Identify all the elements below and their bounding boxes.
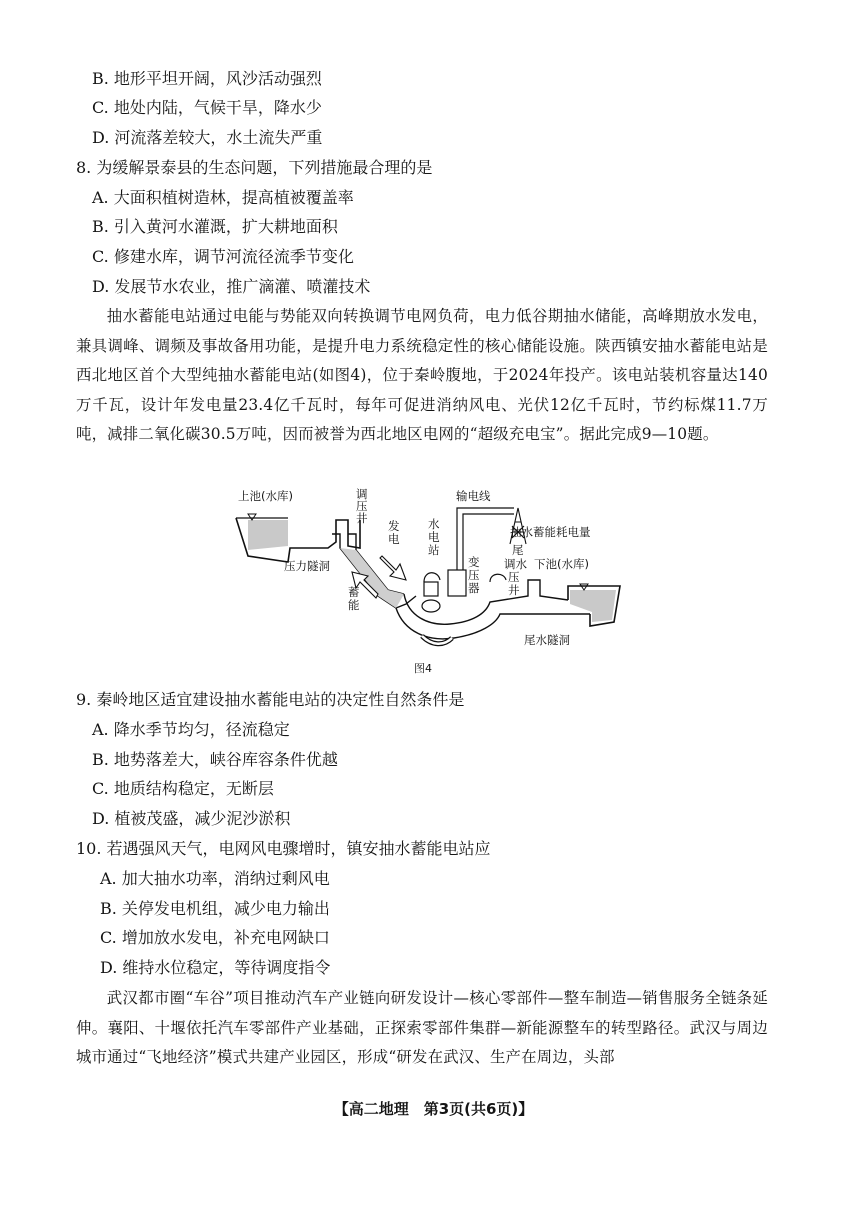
label-surge-shaft-upper-2: 压	[356, 499, 368, 513]
q7-option-d: D. 河流落差较大，水土流失严重	[92, 128, 323, 147]
q8-option-a: A. 大面积植树造林，提高植被覆盖率	[92, 188, 354, 207]
q9-option-a: A. 降水季节均匀，径流稳定	[92, 720, 290, 739]
label-store-1: 蓄	[348, 585, 360, 599]
label-pumped-consumer: 抽水蓄能耗电量	[510, 525, 591, 539]
q10-option-d: D. 维持水位稳定，等待调度指令	[100, 958, 331, 977]
label-surge-shaft-tail-2: 压	[508, 570, 520, 584]
label-surge-shaft-tail-3: 井	[508, 583, 520, 597]
label-transformer-2: 压	[468, 568, 480, 582]
figure-caption: 图4	[414, 662, 432, 675]
label-power-station-3: 站	[428, 543, 440, 557]
q8-stem: 8. 为缓解景泰县的生态问题，下列措施最合理的是	[76, 158, 433, 177]
q9-option-d: D. 植被茂盛，减少泥沙淤积	[92, 809, 291, 828]
q10-option-c: C. 增加放水发电，补充电网缺口	[100, 928, 330, 947]
label-pressure-tunnel: 压力隧洞	[284, 559, 330, 573]
q8-option-c: C. 修建水库，调节河流径流季节变化	[92, 247, 354, 266]
figure-pumped-storage-diagram	[228, 486, 628, 676]
label-transformer-1: 变	[468, 555, 480, 569]
page-footer: 【高二地理 第3页(共6页)】	[333, 1100, 534, 1118]
label-store-2: 能	[348, 598, 360, 612]
label-tail: 尾	[512, 543, 524, 557]
label-transformer-3: 器	[468, 581, 480, 595]
label-lower-pool: 下池(水库)	[534, 557, 589, 571]
label-generate-2: 电	[388, 532, 400, 546]
q8-option-b: B. 引入黄河水灌溉，扩大耕地面积	[92, 217, 338, 236]
label-tail-tunnel: 尾水隧洞	[524, 633, 570, 647]
q9-option-b: B. 地势落差大，峡谷库容条件优越	[92, 750, 338, 769]
q7-option-b: B. 地形平坦开阔，风沙活动强烈	[92, 69, 322, 88]
passage-wuhan-auto: 武汉都市圈“车谷”项目推动汽车产业链向研发设计—核心零部件—整车制造—销售服务全链条延伸。襄阳、十堰依托汽车零部件产业基础，正探索零部件集群—新能源整车的转型路径。武汉与周边城市通过“飞地经济”模式共建产业园区，形成“研发在武汉、生产在周边，头部	[76, 989, 768, 1067]
q10-stem: 10. 若遇强风天气，电网风电骤增时，镇安抽水蓄能电站应	[76, 839, 491, 858]
label-surge-shaft-tail-1: 调水	[504, 557, 527, 571]
q8-option-d: D. 发展节水农业，推广滴灌、喷灌技术	[92, 277, 371, 296]
label-power-station-1: 水	[428, 517, 440, 531]
label-upper-pool: 上池(水库)	[238, 489, 293, 503]
label-surge-shaft-upper-3: 井	[356, 511, 368, 525]
label-surge-shaft-upper-1: 调	[356, 487, 368, 501]
passage-pumped-storage: 抽水蓄能电站通过电能与势能双向转换调节电网负荷，电力低谷期抽水储能，高峰期放水发电，兼具调峰、调频及事故备用功能，是提升电力系统稳定性的核心储能设施。陕西镇安抽水蓄能电站是西北地区首个大型纯抽水蓄能电站(如图4)，位于秦岭腹地，于2024年投产。该电站装机容量达140万千瓦，设计年发电量23.4亿千瓦时，每年可促进消纳风电、光伏12亿千瓦时，节约标煤11.7万吨，减排二氧化碳30.5万吨，因而被誉为西北地区电网的“超级充电宝”。据此完成9—10题。	[76, 307, 768, 444]
label-transmission-line: 输电线	[456, 489, 491, 503]
q10-option-b: B. 关停发电机组，减少电力输出	[100, 899, 330, 918]
q9-stem: 9. 秦岭地区适宜建设抽水蓄能电站的决定性自然条件是	[76, 690, 465, 709]
label-power-station-2: 电	[428, 530, 440, 544]
q10-option-a: A. 加大抽水功率，消纳过剩风电	[100, 869, 330, 888]
q9-option-c: C. 地质结构稳定，无断层	[92, 779, 274, 798]
label-generate-1: 发	[388, 519, 400, 533]
q7-option-c: C. 地处内陆，气候干旱，降水少	[92, 98, 322, 117]
